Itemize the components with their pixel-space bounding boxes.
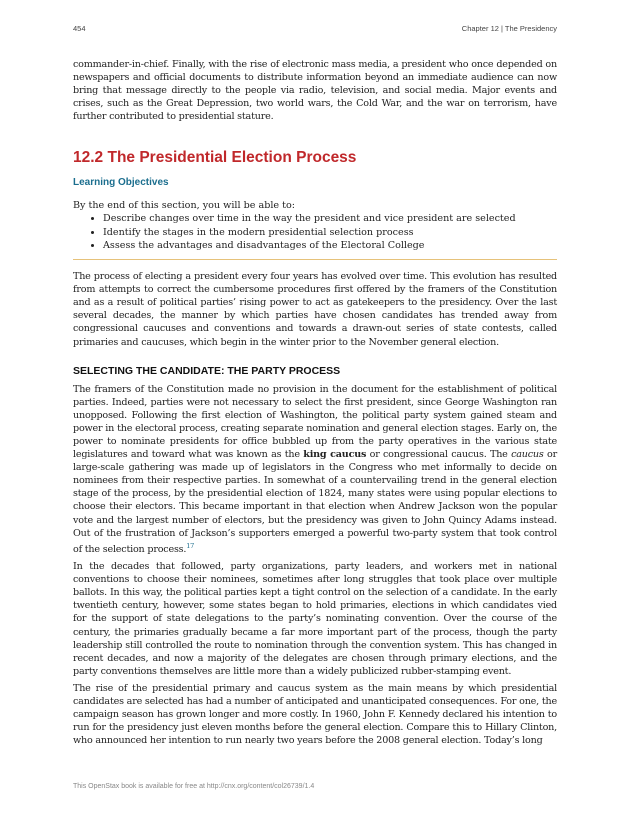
party-text-3: or large-scale gathering was made up of legislators in the Congress who met informally to decide on nominees from their respective parties. In somewhat of a countervailing trend in the general election stage of the process, by the presidential election of 1824, many states were using popular elections to choose their electors. This became important in that election when Andrew Jackson won the popular vote and the largest number of electors, but the presidency was given to John Quincy Adams instead. Out of the frustration of Jackson’s supporters emerged a powerful two-party system that took control of the selection process. xyxy=(73,449,558,555)
overview-paragraph: The process of electing a president every four years has evolved over time. This evolution has resulted from attempts to correct the cumbersome procedures first offered by the framers of the Constitution and as a result of political parties’ rising power to act as gatekeepers to the presidency. Over the last several decades, the manner by which parties have chosen candidates has trended away from congressional caucuses and conventions and towards a drawn-out series of state contests, called primaries and caucuses, which begin in the winter prior to the November general election. xyxy=(73,271,557,348)
page-content xyxy=(73,58,557,751)
footnote-link[interactable]: 17 xyxy=(186,541,195,550)
chapter-title: Chapter 12 | The Presidency xyxy=(461,24,557,33)
page-footer: This OpenStax book is available for free at http://cnx.org/content/col26739/1.4 xyxy=(73,783,315,790)
learning-objectives-intro: By the end of this section, you will be able to: xyxy=(73,200,296,212)
learning-objectives-title: Learning Objectives xyxy=(73,177,169,189)
learning-objectives xyxy=(73,177,557,260)
list-item: • Assess the advantages and disadvantages of the Electoral College xyxy=(103,239,557,252)
intro-paragraph: commander-in-chief. Finally, with the rise of electronic mass media, a president who once depended on newspapers and official documents to distribute information beyond an immediate audience can now bring that message directly to the people via radio, television, and social media. Major events and crises, such as the Great Depression, two world wars, the Cold War, and the war on terrorism, have further contributed to presidential stature. xyxy=(73,59,557,123)
party-paragraph xyxy=(73,383,557,556)
list-item: • Describe changes over time in the way the president and vice president are selected xyxy=(103,212,557,225)
subheading: SELECTING THE CANDIDATE: THE PARTY PROCESS xyxy=(73,364,341,377)
caucus-term: caucus xyxy=(511,449,544,461)
rise-paragraph: The rise of the presidential primary and caucus system as the main means by which presidential candidates are selected has had a number of anticipated and unanticipated consequences. For one, the campaign season has grown longer and more costly. In 1960, John F. Kennedy declared his intention to run for the presidency just eleven months before the general election. Compare this to Hillary Clinton, who announced her intention to run nearly two years before the 2008 general election. Today’s long xyxy=(73,682,557,747)
page-header xyxy=(73,24,557,33)
section-title: 12.2 The Presidential Election Process xyxy=(73,149,357,167)
party-text-2: or congressional caucus. The xyxy=(366,449,512,461)
learning-objectives-list xyxy=(73,212,557,252)
king-caucus-term: king caucus xyxy=(303,449,367,461)
list-item: • Identify the stages in the modern presidential selection process xyxy=(103,226,557,239)
conventions-paragraph: In the decades that followed, party organizations, party leaders, and workers met in national conventions to choose their nominees, sometimes after long struggles that took place over multiple ballots. In this way, the political parties kept a tight control on the selection of a candidate. In the early twentieth century, however, some states began to hold primaries, elections in which candidates vied for the support of state delegations to the party’s nominating convention. Over the course of the century, the primaries gradually became a far more important part of the process, though the party leadership still controlled the route to nomination through the convention system. This has changed in recent decades, and now a majority of the delegates are chosen through primary elections, and the party conventions themselves are little more than a widely publicized rubber-stamping event. xyxy=(73,561,557,677)
page-number: 454 xyxy=(73,24,86,33)
party-text-1: The framers of the Constitution made no provision in the document for the establishment of political parties. Indeed, parties were not necessary to select the first president, since George Washington ran unopposed. Following the first election of Washington, the political party system gained steam and power in the electoral process, creating separate nomination and general election stages. Early on, the power to nominate presidents for office bubbled up from the party operatives in the various state legislatures and toward what was known as the xyxy=(73,383,557,461)
